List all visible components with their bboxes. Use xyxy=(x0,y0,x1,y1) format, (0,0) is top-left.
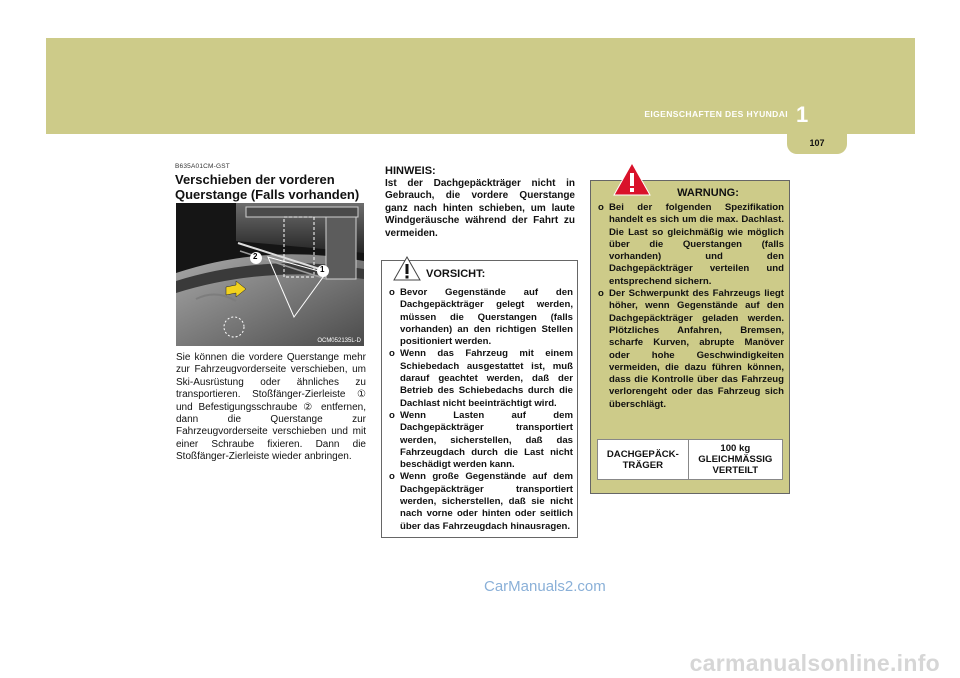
hinweis-note xyxy=(385,165,575,240)
footer-watermark: carmanualsonline.info xyxy=(689,650,940,676)
roof-rack-illustration xyxy=(176,203,364,346)
callout-1: 1 xyxy=(320,265,325,274)
section-code: B635A01CM-GST xyxy=(175,163,230,170)
vorsicht-list xyxy=(382,287,577,533)
warning-triangle-icon xyxy=(392,255,422,282)
list-item: o Bevor Gegenstände auf den Dachgepäckträger gelegt werden, müssen die Querstangen (falls vorhanden) an den richtigen Stellen positioniert werden. xyxy=(389,287,573,348)
warnung-list xyxy=(598,202,784,411)
table-row xyxy=(598,440,783,480)
section-title: Verschieben der vorderen Querstange (Falls vorhanden) xyxy=(175,172,360,202)
chapter-number: 1 xyxy=(796,102,809,127)
photo-code: OCM052135L-D xyxy=(317,338,361,344)
list-item: o Wenn große Gegenstände auf dem Dachgepäckträger transportiert werden, sicherstellen, daß sie nicht nach vorne oder hinten oder seitlich über das Fahrzeugdach hinausragen. xyxy=(389,471,573,532)
table-cell-label: DACHGEPÄCK-TRÄGER xyxy=(598,440,689,480)
list-item: o Wenn Lasten auf dem Dachgepäckträger transportiert werden, sicherstellen, daß das Fahrzeugdach durch die Last nicht beschädigt werden kann. xyxy=(389,409,573,471)
list-item: o Wenn das Fahrzeug mit einem Schiebedach ausgestattet ist, muß darauf geachtet werden, daß der Betrieb des Schiebedachs durch die Dachlast nicht beeinträchtigt wird. xyxy=(389,348,573,409)
vorsicht-box xyxy=(381,260,578,538)
hinweis-text: Ist der Dachgepäckträger nicht in Gebrauch, die vordere Querstange ganz nach hinten schieben, um laute Windgeräusche während der Fahrt zu vermeiden. xyxy=(385,178,575,239)
hinweis-title: HINWEIS: xyxy=(385,165,436,177)
section-header xyxy=(175,163,365,202)
callout-2: 2 xyxy=(253,252,258,261)
vorsicht-header xyxy=(382,261,577,287)
page-number-tab xyxy=(787,134,847,154)
roof-load-table xyxy=(597,439,783,480)
roof-rack-photo xyxy=(176,203,364,346)
table-cell-value: 100 kg GLEICHMÄSSIG VERTEILT xyxy=(688,440,782,480)
list-item: o Bei der folgenden Spezifikation handelt es sich um die max. Dachlast. Die Last so gleichmäßig wie möglich über die Querstangen (falls vorhanden) und den Dachgepäckträger verteilen und entsprechend sichern. xyxy=(598,202,784,287)
warnung-title: WARNUNG: xyxy=(677,187,739,199)
header-band xyxy=(46,38,915,134)
warnung-box xyxy=(590,180,790,494)
page-number: 107 xyxy=(809,138,825,148)
watermark-link[interactable]: CarManuals2.com xyxy=(484,578,606,595)
list-item: o Der Schwerpunkt des Fahrzeugs liegt höher, wenn Gegenstände auf den Dachgepäckträger geladen werden. Plötzliches Anfahren, Bremsen, scharfe Kurven, abrupte Manöver oder hohe Geschwindigkeiten vermeiden, die dazu führen können, dass die Kontrolle über das Fahrzeug verlorengeht oder das Fahrzeug sich überschlägt. xyxy=(598,288,784,410)
vorsicht-title: VORSICHT: xyxy=(426,268,486,280)
section-body-text: Sie können die vordere Querstange mehr zur Fahrzeugvorderseite verschieben, um Ski-Ausrüstung oder ähnliches zu transportieren. Stoßfänger-Zierleiste ① und Befestigungsschraube ② entfernen, dann die Querstange zur Fahrzeugvorderseite verschieben und mit einer Schraube fixieren. Dann die Stoßfänger-Zierleiste wieder anbringen. xyxy=(176,352,366,463)
chapter-title: EIGENSCHAFTEN DES HYUNDAI xyxy=(644,109,788,119)
